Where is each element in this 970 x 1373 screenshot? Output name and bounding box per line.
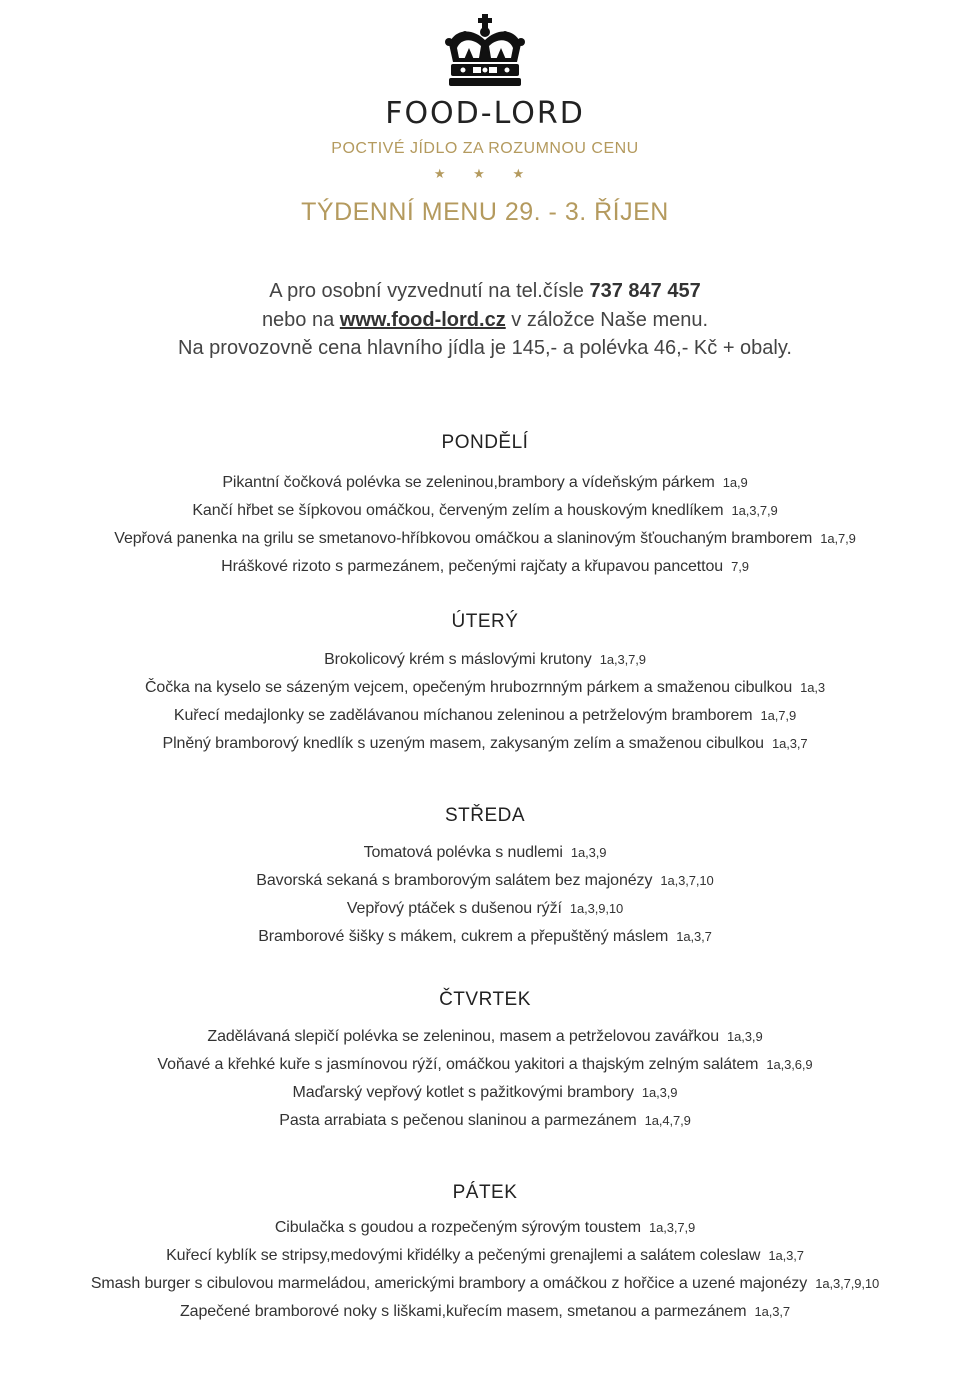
info-or-text: nebo na: [261, 309, 335, 331]
dish-item: [0, 735, 970, 753]
dish-allergens: 1a,9: [722, 475, 748, 490]
dish-item: [0, 928, 970, 946]
dish-item: [0, 1303, 970, 1321]
dish-allergens: 1a,3,9: [641, 1085, 678, 1100]
dish-name: Bavorská sekaná s bramborovým salátem bez majonézy: [256, 872, 653, 889]
website-link[interactable]: www.food-lord.cz: [339, 309, 506, 331]
dish-item: [0, 1084, 970, 1102]
dish-name: Kuřecí medajlonky se zadělávanou míchanou zeleninou a petrželovým bramborem: [173, 707, 753, 724]
dish-item: [0, 1219, 970, 1237]
dish-item: [0, 502, 970, 520]
dish-allergens: 7,9: [731, 559, 749, 574]
dish-name: Cibulačka s goudou a rozpečeným sýrovým toustem: [274, 1219, 641, 1236]
dish-name: Pasta arrabiata s pečenou slaninou a parmezánem: [279, 1112, 637, 1129]
dish-item: [0, 1056, 970, 1074]
dish-item: [0, 1275, 970, 1293]
dish-allergens: 1a,3,7: [676, 929, 712, 944]
tagline: POCTIVÉ JÍDLO ZA ROZUMNOU CENU: [331, 140, 639, 157]
info-price-line: Na provozovně cena hlavního jídla je 145,- a polévka 46,- Kč + obaly.: [178, 337, 792, 359]
dish-allergens: 1a,3,7,10: [660, 873, 714, 888]
info-pickup-text: A pro osobní vyzvednutí na tel.čísle: [269, 280, 584, 302]
dish-allergens: 1a,3,7: [768, 1248, 804, 1263]
info-line-1: [0, 280, 970, 303]
day-heading-tuesday: ÚTERÝ: [451, 611, 519, 632]
dish-allergens: 1a,7,9: [820, 531, 856, 546]
info-line-2: [0, 309, 970, 332]
day-heading-monday: PONDĚLÍ: [441, 432, 529, 453]
dish-allergens: 1a,4,7,9: [644, 1113, 691, 1128]
dish-name: Kančí hřbet se šípkovou omáčkou, červeným zelím a houskovým knedlíkem: [192, 502, 724, 519]
dish-name: Brokolicový krém s máslovými krutony: [324, 651, 592, 668]
dish-allergens: 1a,3,7,9,10: [815, 1276, 880, 1291]
day-heading-wednesday: STŘEDA: [444, 805, 526, 826]
phone-number[interactable]: 737 847 457: [589, 280, 701, 302]
info-tab-text: v záložce Naše menu.: [511, 309, 709, 331]
dish-item: [0, 530, 970, 548]
dish-name: Voňavé a křehké kuře s jasmínovou rýží, omáčkou yakitori a thajským zelným salátem: [157, 1056, 759, 1073]
dish-item: [0, 474, 970, 492]
dish-allergens: 1a,3,7,9: [731, 503, 778, 518]
dish-name: Smash burger s cibulovou marmeládou, americkými brambory a omáčkou z hořčice a uzené majonézy: [90, 1275, 808, 1292]
dish-item: [0, 844, 970, 862]
dish-item: [0, 900, 970, 918]
dish-name: Tomatová polévka s nudlemi: [363, 844, 563, 861]
week-title: TÝDENNÍ MENU 29. - 3. ŘÍJEN: [301, 198, 669, 226]
dish-name: Pikantní čočková polévka se zeleninou,brambory a vídeňským párkem: [222, 474, 715, 491]
dish-name: Bramborové šišky s mákem, cukrem a přepuštěný máslem: [258, 928, 669, 945]
dish-name: Zadělávaná slepičí polévka se zeleninou, masem a petrželovou zavářkou: [207, 1028, 720, 1045]
dish-item: [0, 1028, 970, 1046]
dish-allergens: 1a,3,9: [570, 845, 607, 860]
dish-allergens: 1a,3,7: [754, 1304, 791, 1319]
dish-item: [0, 707, 970, 725]
dish-item: [0, 558, 970, 576]
dish-allergens: 1a,3,7: [771, 736, 808, 751]
dish-name: Plněný bramborový knedlík s uzeným masem, zakysaným zelím a smaženou cibulkou: [162, 735, 764, 752]
dish-allergens: 1a,3,9: [727, 1029, 763, 1044]
dish-allergens: 1a,3: [800, 680, 826, 695]
brand-name: FOOD-LORD: [385, 96, 585, 131]
dish-name: Vepřový ptáček s dušenou rýží: [346, 900, 562, 917]
dish-item: [0, 651, 970, 669]
dish-name: Kuřecí kyblík se stripsy,medovými křidélky a pečenými grenajlemi a salátem coleslaw: [166, 1247, 761, 1264]
dish-name: Maďarský vepřový kotlet s pažitkovými brambory: [292, 1084, 634, 1101]
stars-decoration: ★ ★ ★: [433, 166, 537, 181]
dish-item: [0, 679, 970, 697]
dish-allergens: 1a,3,9,10: [569, 901, 624, 916]
dish-name: Vepřová panenka na grilu se smetanovo-hříbkovou omáčkou a slaninovým šťouchaným bramborem: [114, 530, 813, 547]
day-heading-thursday: ČTVRTEK: [439, 989, 531, 1010]
dish-item: [0, 1112, 970, 1130]
dish-name: Zapečené bramborové noky s liškami,kuřecím masem, smetanou a parmezánem: [179, 1303, 747, 1320]
dish-name: Hráškové rizoto s parmezánem, pečenými rajčaty a křupavou pancettou: [221, 558, 724, 575]
dish-item: [0, 1247, 970, 1265]
dish-item: [0, 872, 970, 890]
day-heading-friday: PÁTEK: [452, 1182, 518, 1203]
dish-allergens: 1a,7,9: [760, 708, 797, 723]
dish-allergens: 1a,3,6,9: [766, 1057, 813, 1072]
dish-allergens: 1a,3,7,9: [648, 1220, 696, 1235]
dish-name: Čočka na kyselo se sázeným vejcem, opečeným hrubozrnným párkem a smaženou cibulkou: [144, 679, 793, 696]
crown-icon: [443, 14, 527, 88]
dish-allergens: 1a,3,7,9: [599, 652, 646, 667]
